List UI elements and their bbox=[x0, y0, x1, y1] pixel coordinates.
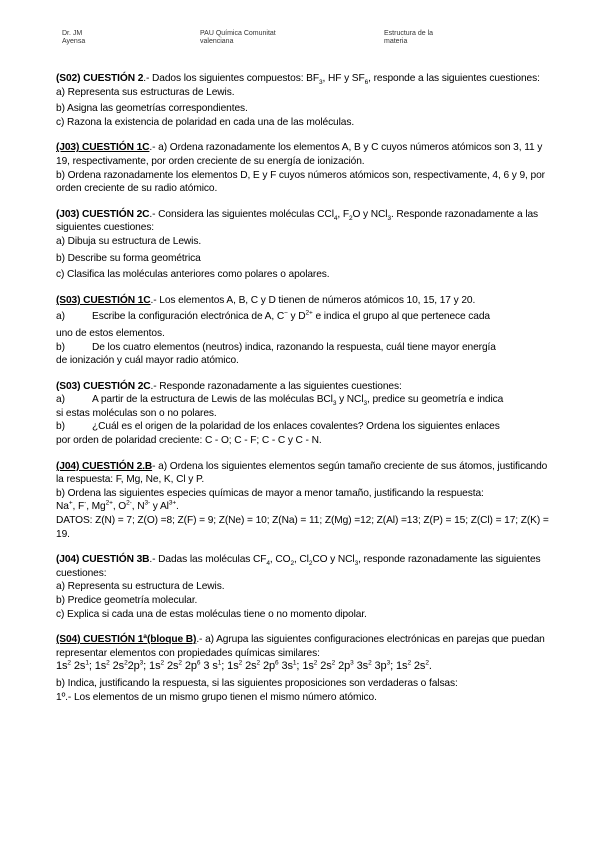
segment-superscript: 2- bbox=[126, 500, 132, 508]
segment-text: 2p bbox=[127, 660, 140, 673]
question-j03-1c bbox=[56, 141, 556, 195]
segment-superscript: 3 bbox=[139, 659, 144, 667]
question-intro: (S02) CUESTIÓN 2.- Dados los siguientes compuestos: $BF_3$, HF y $SF_6$, responde a las siguientes cuestiones: bbox=[56, 73, 540, 87]
question-s03-1c bbox=[56, 294, 556, 368]
question-code: (J04) CUESTIÓN 3B bbox=[56, 554, 150, 566]
item-b: b) Indica, justificando la respuesta, si las siguientes proposiciones son verdaderas o falsas: bbox=[56, 677, 458, 689]
question-intro: (J04) CUESTIÓN 2.B- a) Ordena los siguientes elementos según tamaño creciente de sus átomos, justificando la respuesta: F, Mg, Ne, K, Cl y P. bbox=[56, 460, 548, 486]
segment-superscript: 2 bbox=[331, 659, 336, 667]
question-code: (J03) CUESTIÓN 2C bbox=[56, 208, 150, 220]
question-j04-2b bbox=[56, 460, 556, 542]
segment-text: , O bbox=[112, 501, 127, 513]
item-c: c) Razona la existencia de polaridad en cada una de las moléculas. bbox=[56, 116, 355, 128]
segment-text: 2s bbox=[410, 660, 426, 673]
item-b: b) Asigna las geometrías correspondientes. bbox=[56, 103, 248, 115]
item-a: a) Escribe la configuración electrónica de A, C− y $D^{2+}$ e indica el grupo al que pertenece cada bbox=[56, 309, 490, 323]
question-s04-1b bbox=[56, 633, 556, 704]
segment-text: . bbox=[428, 660, 432, 673]
segment-superscript: - bbox=[84, 500, 87, 508]
item-b: b) ¿Cuál es el origen de la polaridad de los enlaces covalentes? Ordena los siguientes enlaces bbox=[56, 421, 500, 433]
item-c: c) Clasifica las moléculas anteriores como polares o apolares. bbox=[56, 269, 330, 281]
header-course: PAU Química Comunitat valenciana bbox=[200, 30, 276, 45]
segment-text: 2s bbox=[242, 660, 257, 673]
item-c: c) Explica si cada una de estas moléculas tiene o no momento dipolar. bbox=[56, 608, 367, 620]
item-a-cont: si estas moléculas son o no polares. bbox=[56, 407, 217, 419]
segment-superscript: 2 bbox=[313, 659, 318, 667]
segment-superscript: 2 bbox=[368, 659, 372, 667]
item-a: a) Representa su estructura de Lewis. bbox=[56, 581, 225, 593]
segment-superscript: 2 bbox=[124, 659, 128, 667]
segment-text: ; 1s bbox=[88, 660, 107, 673]
segment-superscript: 2 bbox=[425, 659, 429, 667]
segment-superscript: 1 bbox=[85, 659, 89, 667]
question-code: (S03) CUESTIÓN 1C bbox=[56, 294, 151, 306]
segment-text: 1s bbox=[56, 660, 68, 673]
item-b: b) De los cuatro elementos (neutros) indica, razonando la respuesta, cuál tiene mayor energía bbox=[56, 341, 496, 353]
segment-superscript: 2 bbox=[238, 659, 243, 667]
header-author: Dr. JM Ayensa bbox=[62, 30, 86, 45]
segment-superscript: + bbox=[68, 500, 73, 508]
item-a-cont: uno de estos elementos. bbox=[56, 327, 165, 339]
segment-text: 2p bbox=[335, 660, 351, 673]
segment-text: , N bbox=[131, 501, 145, 513]
question-s02-2 bbox=[56, 72, 556, 129]
segment-superscript: 6 bbox=[196, 659, 201, 667]
datos: DATOS: Z(N) = 7; Z(O) =8; Z(F) = 9; Z(Ne) = 10; Z(Na) = 11; Z(Mg) =12; Z(Al) =13; Z(P) = 15; Z(Cl) = 17; Z(K) = 19. bbox=[56, 515, 549, 540]
segment-superscript: 2 bbox=[407, 659, 411, 667]
question-intro: (S03) CUESTIÓN 2C.- Responde razonadamente a las siguientes cuestiones: bbox=[56, 380, 402, 392]
segment-text: 3s bbox=[353, 660, 369, 673]
question-intro: (J03) CUESTIÓN 1C.- a) Ordena razonadamente los elementos A, B y C cuyos números atómicos son 3, 11 y 19, respectivamente, por orden creciente de su energía de ionización. bbox=[56, 142, 543, 167]
item-a: a) A partir de la estructura de Lewis de las moléculas BCl$_3$ y NCl$_3$, predice su geometría e indica bbox=[56, 394, 504, 408]
segment-superscript: 2 bbox=[106, 659, 110, 667]
segment-superscript: 3+ bbox=[168, 500, 177, 508]
segment-superscript: 1 bbox=[217, 659, 222, 667]
segment-superscript: 2+ bbox=[105, 500, 113, 508]
config-list bbox=[56, 660, 556, 674]
segment-text: 2s bbox=[317, 660, 332, 673]
item-b-cont: por orden de polaridad creciente: C - O; C - F; C - C y C - N. bbox=[56, 435, 322, 447]
question-intro: (J03) CUESTIÓN 2C.- Considera las siguientes moléculas CCl$_4$, $F_2O$ y NCl$_3$. Responde razonadamente a las siguientes cuestiones: bbox=[56, 208, 539, 234]
segment-text: 3p bbox=[371, 660, 387, 673]
segment-text: . bbox=[176, 501, 179, 513]
header-topic: Estructura de la materia bbox=[384, 30, 434, 45]
segment-superscript: 2 bbox=[160, 659, 164, 667]
question-code: (J03) CUESTIÓN 1C bbox=[56, 142, 150, 154]
segment-superscript: 3- bbox=[144, 500, 151, 508]
item-b: b) Predice geometría molecular. bbox=[56, 595, 198, 606]
page-header bbox=[0, 30, 600, 50]
segment-text: 2s bbox=[164, 660, 179, 673]
segment-superscript: 3 bbox=[386, 659, 391, 667]
item-a: a) Representa sus estructuras de Lewis. bbox=[56, 86, 235, 98]
segment-text: ; 1s bbox=[221, 660, 239, 673]
item-b: b) Describe su forma geométrica bbox=[56, 252, 201, 264]
question-code: (J04) CUESTIÓN 2.B bbox=[56, 460, 153, 472]
segment-superscript: 2 bbox=[67, 659, 71, 667]
question-code: (S03) CUESTIÓN 2C bbox=[56, 380, 151, 392]
item-b: b) Ordena razonadamente los elementos D, E y F cuyos números atómicos son, respectivamente, 4, 6 y 9, por orden creciente de su radio atómico. bbox=[56, 169, 545, 195]
document-body bbox=[56, 72, 556, 716]
segment-superscript: 2 bbox=[256, 659, 261, 667]
question-s03-2c bbox=[56, 380, 556, 448]
segment-text: , F bbox=[72, 501, 85, 513]
segment-superscript: 6 bbox=[275, 659, 279, 667]
question-intro: (S03) CUESTIÓN 1C.- Los elementos A, B, C y D tienen de números atómicos 10, 15, 17 y 20. bbox=[56, 294, 476, 306]
segment-text: 2p bbox=[181, 660, 197, 673]
segment-text: y Al bbox=[150, 501, 169, 513]
segment-text: ; 1s bbox=[390, 660, 408, 673]
item-a: a) Dibuja su estructura de Lewis. bbox=[56, 235, 202, 247]
ion-list bbox=[56, 500, 556, 514]
question-code: (S02) CUESTIÓN 2 bbox=[56, 73, 144, 84]
segment-text: , Mg bbox=[86, 501, 106, 513]
segment-superscript: 3 bbox=[350, 659, 354, 667]
segment-text: ; 1s bbox=[143, 660, 161, 673]
segment-text: 3 s bbox=[200, 660, 218, 673]
segment-superscript: 1 bbox=[292, 659, 297, 667]
item-b-cont: de ionización y cuál mayor radio atómico. bbox=[56, 355, 239, 367]
segment-text: 2p bbox=[260, 660, 276, 673]
question-j03-2c bbox=[56, 208, 556, 282]
segment-text: 2s bbox=[109, 660, 125, 673]
segment-superscript: 2 bbox=[178, 659, 182, 667]
item-b1: 1º.- Los elementos de un mismo grupo tienen el mismo número atómico. bbox=[56, 691, 377, 703]
question-code: (S04) CUESTIÓN 1ª(bloque B) bbox=[56, 634, 197, 646]
segment-text: Na bbox=[56, 501, 69, 513]
question-j04-3b bbox=[56, 553, 556, 621]
question-intro: (S04) CUESTIÓN 1ª(bloque B).- a) Agrupa las siguientes configuraciones electrónicas en parejas que puedan representar elementos con propiedades químicas similares: bbox=[56, 634, 545, 659]
segment-text: 3s bbox=[278, 660, 293, 673]
item-b: b) Ordena las siguientes especies químicas de mayor a menor tamaño, justificando la respuesta: bbox=[56, 487, 484, 499]
segment-text: ; 1s bbox=[296, 660, 314, 673]
segment-text: 2s bbox=[70, 660, 86, 673]
question-intro: (J04) CUESTIÓN 3B.- Dadas las moléculas $CF_4$, $CO_2$, $Cl_2CO$ y NCl$_3$, responde razonadamente las siguientes cuestiones: bbox=[56, 554, 541, 579]
